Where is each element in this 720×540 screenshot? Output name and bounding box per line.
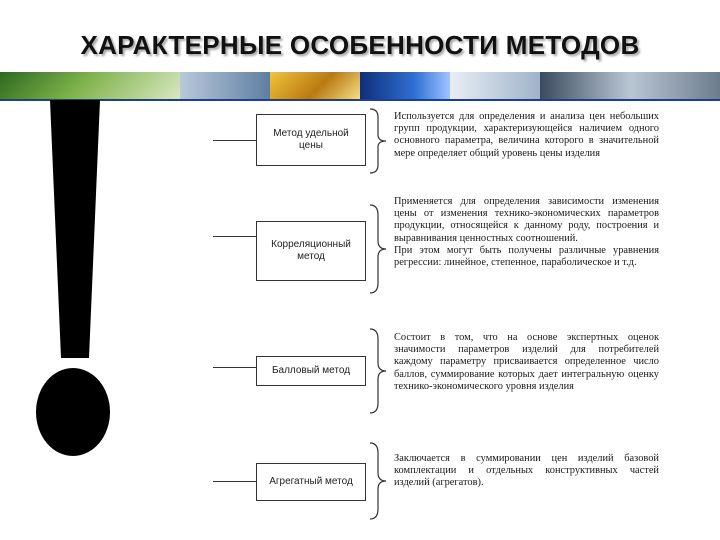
banner-tile-nature bbox=[0, 72, 180, 100]
description-paragraph: Используется для определения и анализа цен небольших групп продукции, характеризующейся наличием одного основного параметра, величина которого в значительной мере определяет общий уровень цены изделия bbox=[394, 111, 659, 159]
method-description-correlation bbox=[394, 196, 659, 269]
method-box-point bbox=[256, 356, 366, 386]
method-description-point bbox=[394, 332, 659, 393]
connector-line bbox=[213, 481, 256, 482]
method-name: Балловый метод bbox=[271, 365, 351, 376]
method-box-unit-price bbox=[256, 114, 366, 166]
banner-tile-keyboard bbox=[540, 72, 720, 100]
method-name: Корреляционный метод bbox=[271, 239, 351, 262]
banner-tile-light bbox=[450, 72, 540, 100]
description-paragraph: Заключается в суммировании цен изделий базовой комплектации и отдельных конструктивных частей изделий (агрегатов). bbox=[394, 453, 659, 489]
banner-tile-gears bbox=[270, 72, 360, 100]
connector-line bbox=[213, 367, 256, 368]
description-paragraph: Применяется для определения зависимости изменения цены от изменения технико-экономических параметров продукции, относящейся к данному роду, построения и выравнивания ценностных соотношений. bbox=[394, 196, 659, 244]
description-paragraph: Состоит в том, что на основе экспертных оценок значимости параметров изделий для потребителей каждому параметру присваивается определенное число баллов, суммирование которых дает интегральную оценку технико-экономического уровня изделия bbox=[394, 332, 659, 392]
method-box-correlation bbox=[256, 221, 366, 281]
methods-panel bbox=[213, 103, 673, 525]
right-brace-icon bbox=[368, 441, 388, 521]
right-brace-icon bbox=[368, 107, 388, 175]
decorative-banner bbox=[0, 72, 720, 100]
right-brace-icon bbox=[368, 203, 388, 295]
description-paragraph: При этом могут быть получены различные уравнения регрессии: линейное, степенное, параболическое и т.д. bbox=[394, 244, 659, 269]
banner-divider bbox=[0, 99, 720, 101]
method-box-aggregate bbox=[256, 463, 366, 501]
connector-line bbox=[213, 236, 256, 237]
right-brace-icon bbox=[368, 327, 388, 415]
connector-line bbox=[213, 140, 256, 141]
slide-title: ХАРАКТЕРНЫЕ ОСОБЕННОСТИ МЕТОДОВ bbox=[80, 30, 640, 60]
method-description-unit-price bbox=[394, 111, 659, 160]
banner-tile-blue bbox=[360, 72, 450, 100]
exclamation-dot-icon bbox=[36, 368, 110, 456]
method-name: Метод удельной цены bbox=[273, 128, 349, 151]
method-description-aggregate bbox=[394, 453, 659, 490]
exclamation-icon bbox=[50, 100, 100, 358]
method-name: Агрегатный метод bbox=[269, 476, 353, 487]
banner-tile-sky bbox=[180, 72, 270, 100]
